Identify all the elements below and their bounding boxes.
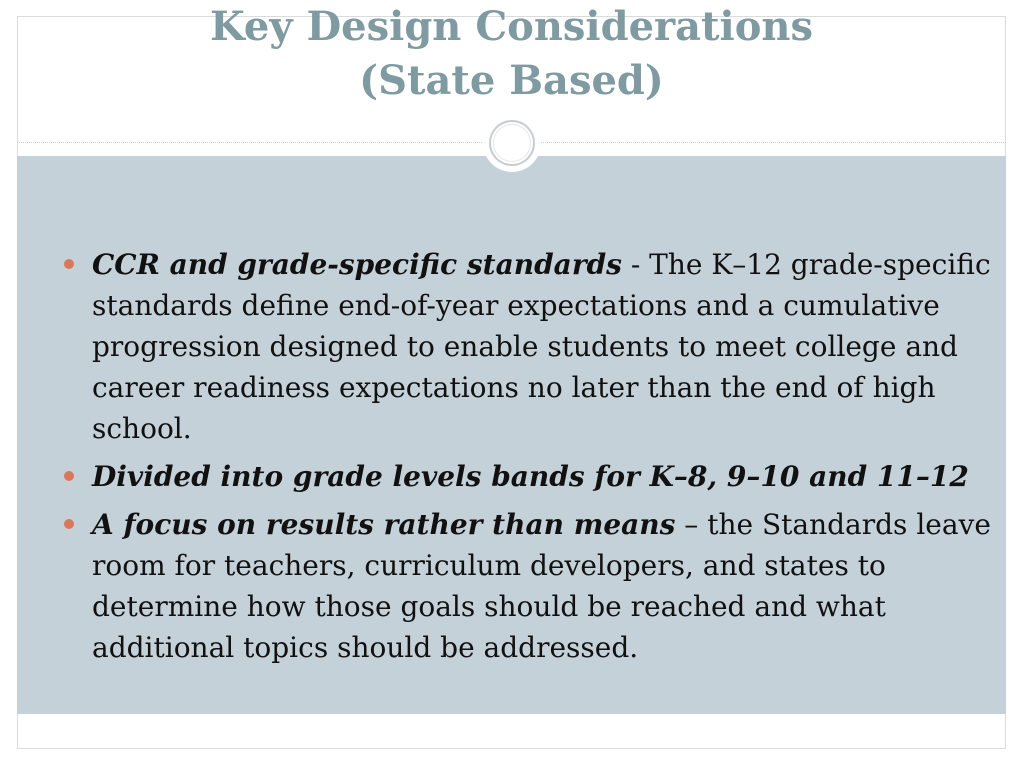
slide-title bbox=[17, 0, 1006, 108]
bullet-lead: Divided into grade levels bands for K–8, 9–10 and 11–12 bbox=[92, 460, 969, 493]
circle-ornament-icon bbox=[483, 114, 541, 172]
bullet-dot-icon bbox=[64, 471, 74, 481]
bullet-lead: CCR and grade-specific standards bbox=[92, 248, 622, 281]
bullet-item bbox=[63, 504, 1003, 668]
ornament-inner-ring bbox=[493, 124, 531, 162]
slide-title-line-2: (State Based) bbox=[359, 57, 664, 104]
slide-title-line-1: Key Design Considerations bbox=[209, 3, 813, 50]
bullet-dot-icon bbox=[64, 259, 74, 269]
bullet-text: - The K–12 grade-specific standards define end-of-year expectations and a cumulative progression designed to enable students to meet college and career readiness expectations no later than the end of high school. bbox=[92, 248, 991, 445]
bullet-lead: A focus on results rather than means bbox=[92, 508, 676, 541]
bullet-list bbox=[63, 244, 1003, 675]
bullet-dot-icon bbox=[64, 519, 74, 529]
bullet-text: – the Standards leave room for teachers, curriculum developers, and states to determine how those goals should be reached and what additional topics should be addressed. bbox=[92, 508, 991, 664]
bullet-item bbox=[63, 456, 1003, 497]
bullet-item bbox=[63, 244, 1003, 449]
